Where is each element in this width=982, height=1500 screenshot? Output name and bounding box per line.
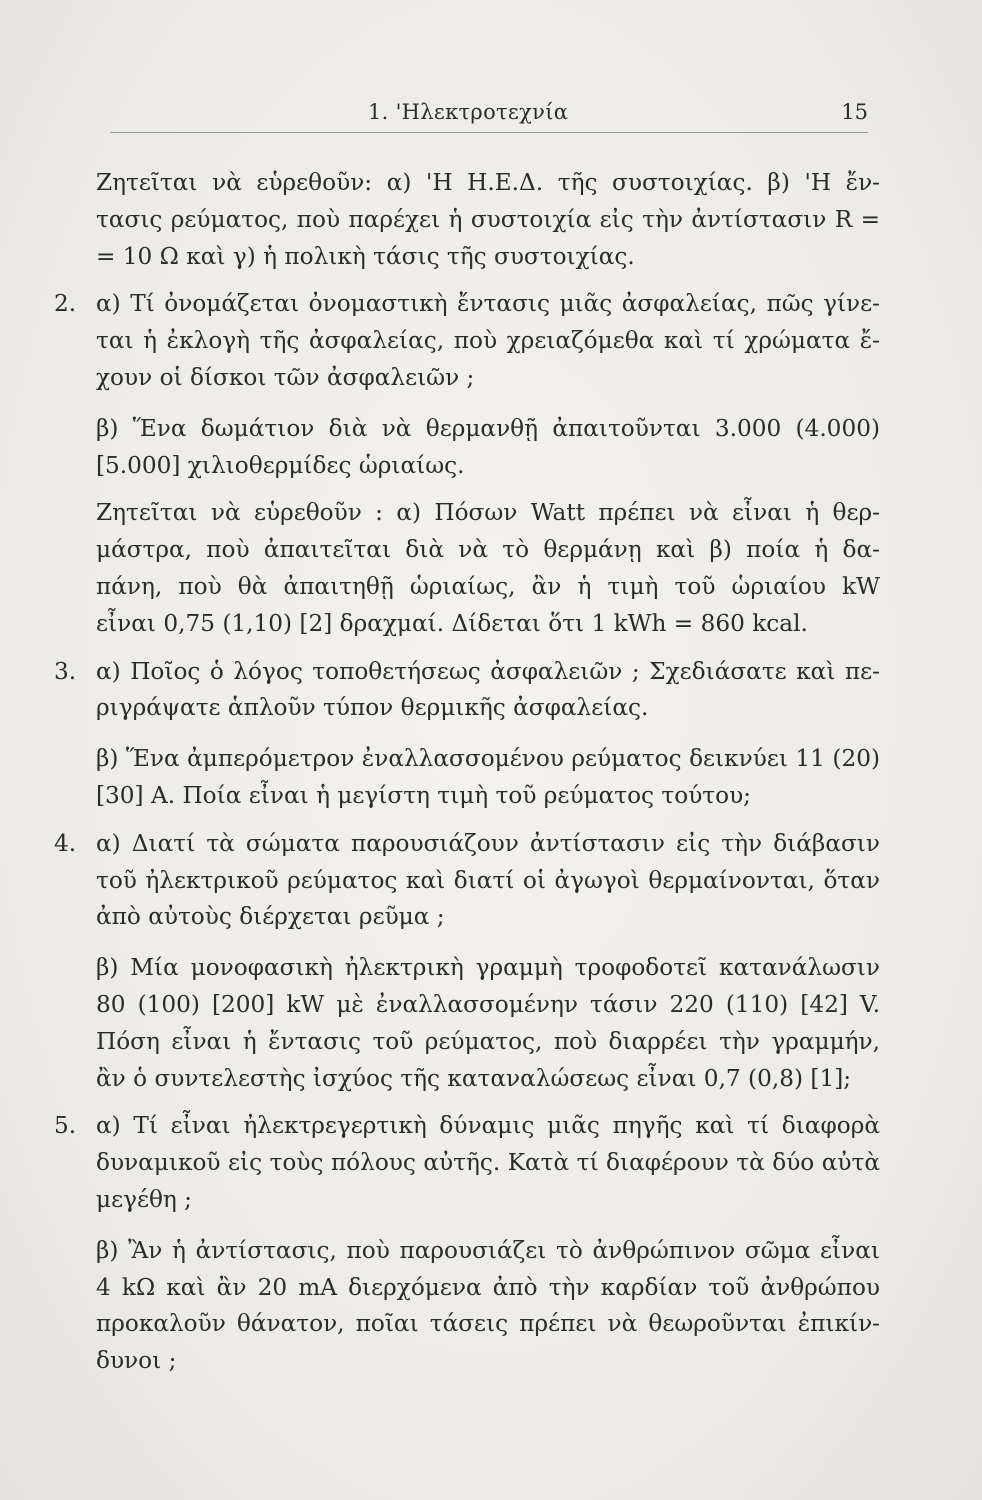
numbered-exercise [54,1108,880,1218]
text-line: β) Ἕνα ἀμπερόμετρον ἐναλλασσομένου ρεύματος δεικνύει 11 (20) [96,745,880,773]
text-line: β) Ἕνα δωμάτιον διὰ νὰ θερμανθῇ ἀπαιτοῦνται 3.000 (4.000) [96,414,880,442]
exercise-subpart [96,1233,880,1380]
text-line: δυναμικοῦ εἰς τοὺς πόλους αὐτῆς. Κατὰ τί διαφέρουν τὰ δύο αὐτὰ [96,1149,880,1177]
text-line: Ζητεῖται νὰ εὑρεθοῦν : α) Πόσων Watt πρέπει νὰ εἶναι ἡ θερ- [96,499,880,527]
exercise-paragraph [96,495,880,642]
text-line: χουν οἱ δίσκοι τῶν ἀσφαλειῶν ; [96,363,475,391]
text-line: μεγέθη ; [96,1185,192,1213]
exercise-number: 2. [54,290,77,318]
text-line: τοῦ ἠλεκτρικοῦ ρεύματος καὶ διατί οἱ ἀγωγοὶ θερμαίνονται, ὅταν [96,866,880,894]
text-line: Πόση εἶναι ἡ ἔντασις τοῦ ρεύματος, ποὺ διαρρέει τὴν γραμμήν, [96,1027,880,1055]
text-line: = 10 Ω καὶ γ) ἡ πολικὴ τάσις τῆς συστοιχίας. [96,242,635,270]
text-line: τασις ρεύματος, ποὺ παρέχει ἡ συστοιχία εἰς τὴν ἀντίστασιν R = [96,205,880,233]
exercise-number: 5. [54,1112,77,1140]
text-line: προκαλοῦν θάνατον, ποῖαι τάσεις πρέπει νὰ θεωροῦνται ἐπικίν- [96,1310,880,1338]
page-number: 15 [841,100,868,124]
text-line: [5.000] χιλιοθερμίδες ὡριαίως. [96,451,465,479]
text-line: α) Τί ὀνομάζεται ὀνομαστικὴ ἔντασις μιᾶς ἀσφαλείας, πῶς γίνε- [96,290,880,318]
text-line: Ζητεῖται νὰ εὑρεθοῦν: α) 'Η Η.Ε.Δ. τῆς συστοιχίας. β) 'Η ἔν- [96,169,880,196]
text-line: δυνοι ; [96,1347,177,1375]
numbered-exercise [54,654,880,728]
exercise-subpart [96,950,880,1097]
page-header [110,96,868,133]
text-line: πάνη, ποὺ θὰ ἀπαιτηθῇ ὡριαίως, ἂν ἡ τιμὴ τοῦ ὡριαίου kW [96,572,880,600]
text-line: 80 (100) [200] kW μὲ ἐναλλασσομένην τάσιν 220 (110) [42] V. [96,990,880,1018]
text-line: ριγράψατε ἁπλοῦν τύπον θερμικῆς ἀσφαλείας. [96,694,649,722]
running-title: 1. 'Ηλεκτροτεχνία [368,100,569,124]
page-body [54,165,880,1391]
text-line: [30] A. Ποία εἶναι ἡ μεγίστη τιμὴ τοῦ ρεύματος τούτου; [96,781,751,809]
exercise-number: 3. [54,657,77,685]
text-line: α) Τί εἶναι ἠλεκτρεγερτικὴ δύναμις μιᾶς πηγῆς καὶ τί διαφορὰ [96,1112,880,1140]
exercise-number: 4. [54,829,77,857]
text-line: ἀπὸ αὐτοὺς διέρχεται ρεῦμα ; [96,903,445,931]
text-line: 4 kΩ καὶ ἂν 20 mA διερχόμενα ἀπὸ τὴν καρδίαν τοῦ ἀνθρώπου [96,1273,880,1301]
text-line: α) Διατί τὰ σώματα παρουσιάζουν ἀντίστασιν εἰς τὴν διάβασιν [96,829,880,857]
text-line: β) Ἂν ἡ ἀντίστασις, ποὺ παρουσιάζει τὸ ἀνθρώπινον σῶμα εἶναι [96,1236,880,1264]
text-line: α) Ποῖος ὁ λόγος τοποθετήσεως ἀσφαλειῶν ; Σχεδιάσατε καὶ πε- [96,657,880,685]
text-line: ἂν ὁ συντελεστὴς ἰσχύος τῆς καταναλώσεως εἶναι 0,7 (0,8) [1]; [96,1064,852,1092]
text-line: ται ἡ ἐκλογὴ τῆς ἀσφαλείας, ποὺ χρειαζόμεθα καὶ τί χρώματα ἔ- [96,327,880,355]
text-line: β) Μία μονοφασικὴ ἠλεκτρικὴ γραμμὴ τροφοδοτεῖ κατανάλωσιν [96,954,880,982]
exercise-subpart [96,741,880,815]
text-line: μάστρα, ποὺ ἀπαιτεῖται διὰ νὰ τὸ θερμάνῃ καὶ β) ποία ἡ δα- [96,536,880,564]
numbered-exercise [54,286,880,396]
exercise-paragraph [96,165,880,275]
text-line: εἶναι 0,75 (1,10) [2] δραχμαί. Δίδεται ὅτι 1 kWh = 860 kcal. [96,609,808,637]
numbered-exercise [54,826,880,936]
exercise-subpart [96,411,880,485]
